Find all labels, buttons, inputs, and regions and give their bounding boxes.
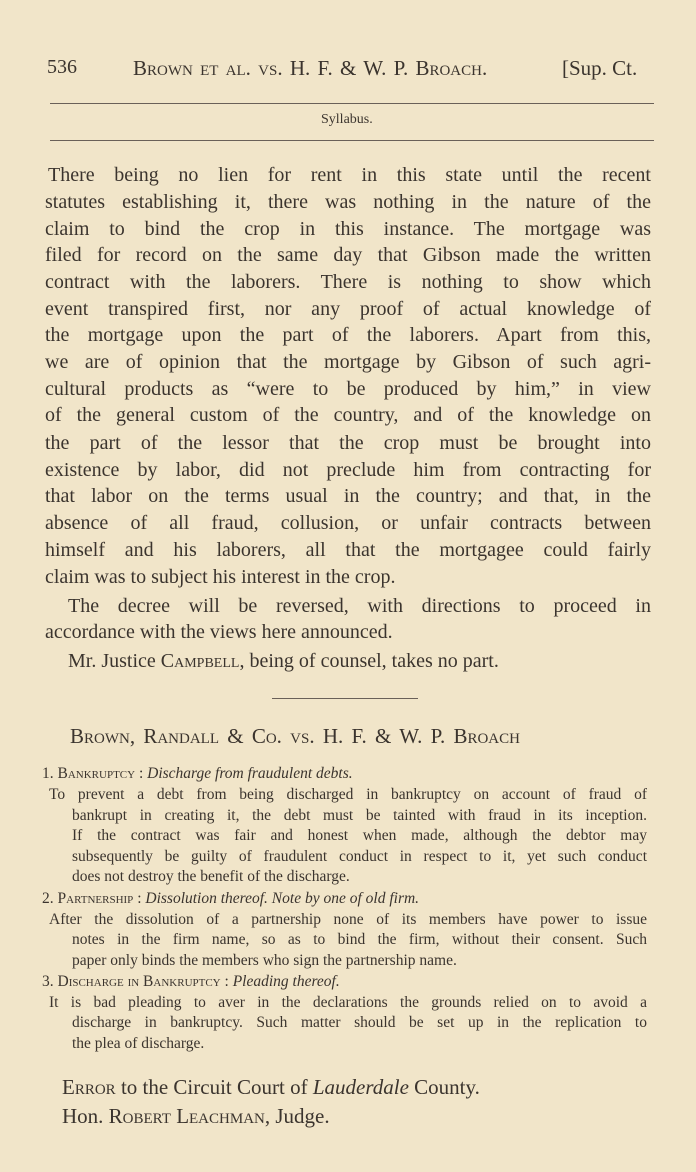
section-divider: [272, 698, 418, 699]
text-segment: that labor on the terms usual in the country; and that, in the: [45, 485, 651, 507]
text-segment: There being no lien for rent in this state until the recent: [48, 164, 651, 186]
text-segment: Bankruptcy: [57, 765, 136, 782]
text-line: [45, 324, 651, 350]
syllabus-label: Syllabus.: [321, 112, 373, 127]
text-segment: 1.: [42, 765, 58, 782]
text-segment: notes in the firm name, so as to bind the firm, without their consent. Such: [72, 931, 647, 949]
text-segment: County.: [408, 1075, 480, 1099]
text-line: [72, 848, 647, 868]
text-segment: does not destroy the benefit of the discharge.: [72, 868, 350, 886]
text-line: [45, 244, 651, 270]
text-segment: Robert Leachman: [108, 1104, 265, 1128]
text-segment: If the contract was fair and honest when made, although the debtor may: [72, 827, 647, 845]
text-line: [49, 911, 647, 931]
text-line: [68, 650, 499, 673]
text-segment: filed for record on the same day that Gibson made the written: [45, 244, 651, 266]
text-line: [45, 271, 651, 297]
text-line: [45, 512, 651, 538]
syllabus-rule: [50, 140, 654, 141]
text-segment: Dissolution thereof. Note by one of old firm.: [145, 889, 420, 907]
text-segment: we are of opinion that the mortgage by Gibson of such agri-: [45, 351, 651, 373]
text-line: [72, 1035, 204, 1053]
text-segment: Lauderdale: [312, 1075, 409, 1099]
text-segment: 2.: [42, 889, 58, 907]
text-line: [72, 931, 647, 951]
text-segment: Discharge in Bankruptcy: [57, 972, 221, 990]
text-segment: Error: [62, 1075, 116, 1099]
text-segment: bankrupt in creating it, the debt must be tainted with fraud in its inception.: [72, 806, 647, 824]
text-segment: :: [133, 889, 146, 907]
text-segment: cultural products as “were to be produced by him,” in view: [45, 378, 651, 400]
text-segment: , Judge.: [264, 1104, 330, 1128]
text-segment: the mortgage upon the part of the laborers. Apart from this,: [45, 324, 651, 346]
text-segment: Campbell: [160, 650, 240, 672]
text-line: [45, 404, 651, 430]
text-segment: 3.: [42, 972, 58, 990]
text-line: [72, 868, 350, 886]
court-label: [Sup. Ct.: [562, 56, 638, 80]
text-line: [45, 298, 651, 324]
text-segment: contract with the laborers. There is nothing to show which: [45, 271, 651, 293]
text-segment: Discharge from fraudulent debts.: [147, 765, 353, 782]
text-line: [45, 621, 393, 644]
text-segment: It is bad pleading to aver in the declarations the grounds relied on to avoid a: [49, 993, 647, 1011]
case-heading: Brown, Randall & Co. vs. H. F. & W. P. Broach: [70, 724, 520, 748]
text-line: [45, 539, 651, 565]
text-line: [48, 164, 651, 190]
text-line: [45, 218, 651, 244]
text-line: [45, 432, 651, 458]
text-segment: Hon.: [62, 1104, 109, 1128]
text-segment: The decree will be reversed, with directions to proceed in: [68, 595, 651, 617]
text-segment: Pleading thereof.: [232, 972, 340, 990]
text-line: [42, 765, 353, 783]
text-segment: subsequently be guilty of fraudulent conduct in respect to it, yet such conduct: [72, 847, 647, 865]
text-line: [72, 827, 647, 847]
text-segment: Partnership: [57, 889, 134, 907]
text-segment: :: [220, 972, 233, 990]
text-segment: Mr. Justice: [68, 650, 161, 672]
text-line: [72, 807, 647, 827]
text-line: [68, 595, 651, 621]
text-segment: paper only binds the members who sign the partnership name.: [72, 951, 457, 969]
text-segment: absence of all fraud, collusion, or unfair contracts between: [45, 512, 651, 534]
text-line: [45, 351, 651, 377]
running-title: Brown et al. vs. H. F. & W. P. Broach.: [133, 56, 488, 80]
text-line: [49, 786, 647, 806]
text-segment: statutes establishing it, there was nothing in the nature of the: [45, 191, 651, 213]
text-line: [45, 191, 651, 217]
text-segment: After the dissolution of a partnership none of its members have power to issue: [49, 910, 647, 928]
text-segment: , being of counsel, takes no part.: [239, 650, 499, 672]
page-number: 536: [47, 56, 77, 78]
text-segment: event transpired first, nor any proof of actual knowledge of: [45, 298, 651, 320]
text-segment: To prevent a debt from being discharged in bankruptcy on account of fraud of: [49, 786, 647, 803]
text-segment: claim to bind the crop in this instance. The mortgage was: [45, 218, 651, 240]
text-segment: the plea of discharge.: [72, 1035, 205, 1052]
text-line: [72, 1014, 647, 1034]
text-line: [45, 378, 651, 404]
text-line: [42, 973, 340, 991]
text-line: [45, 485, 651, 511]
text-segment: claim was to subject his interest in the crop.: [45, 566, 396, 588]
text-segment: of the general custom of the country, and of the knowledge on: [45, 404, 651, 426]
text-line: [45, 459, 651, 485]
text-line: [42, 890, 419, 908]
text-line: [62, 1104, 330, 1129]
text-line: [45, 566, 395, 589]
text-line: [49, 994, 647, 1014]
text-segment: :: [135, 765, 148, 782]
text-segment: himself and his laborers, all that the mortgagee could fairly: [45, 539, 651, 561]
text-segment: accordance with the views here announced.: [45, 621, 393, 643]
text-segment: the part of the lessor that the crop must be brought into: [45, 432, 651, 454]
text-line: [62, 1075, 480, 1100]
text-segment: discharge in bankruptcy. Such matter should be set up in the replication to: [72, 1014, 647, 1032]
text-segment: existence by labor, did not preclude him from contracting for: [45, 459, 651, 481]
header-rule: [50, 103, 654, 104]
text-segment: to the Circuit Court of: [115, 1075, 313, 1099]
text-line: [72, 952, 457, 970]
